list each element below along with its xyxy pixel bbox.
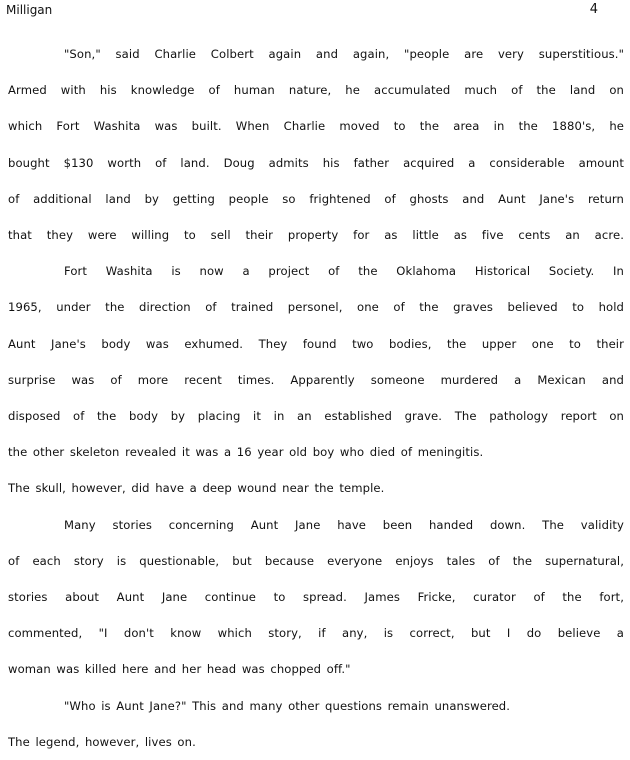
text-line: of each story is questionable, but because everyone enjoys tales of the supernatural, [8,553,624,568]
text-line: surprise was of more recent times. Apparently someone murdered a Mexican and [8,372,624,387]
text-line: woman was killed here and her head was chopped off." [8,662,351,677]
text-line: Aunt Jane's body was exhumed. They found two bodies, the upper one to their [8,336,624,351]
text-line: the other skeleton revealed it was a 16 year old boy who died of meningitis. [8,445,484,460]
text-line: Fort Washita is now a project of the Oklahoma Historical Society. In [64,264,624,279]
text-line: 1965, under the direction of trained personel, one of the graves believed to hold [8,300,624,315]
text-line: of additional land by getting people so frightened of ghosts and Aunt Jane's return [8,191,624,206]
text-line: "Son," said Charlie Colbert again and again, "people are very superstitious." [64,47,624,61]
text-line: stories about Aunt Jane continue to spread. James Fricke, curator of the fort, [8,590,624,605]
text-line: disposed of the body by placing it in an established grave. The pathology report on [8,409,624,424]
text-line: Armed with his knowledge of human nature, he accumulated much of the land on [8,83,624,98]
page-number: 4 [589,2,598,17]
text-line: which Fort Washita was built. When Charlie moved to the area in the 1880's, he [8,119,624,134]
text-line: The legend, however, lives on. [8,734,196,749]
text-line: The skull, however, did have a deep wound near the temple. [8,481,385,496]
text-line: bought $130 worth of land. Doug admits his father acquired a considerable amount [8,155,624,170]
running-header-author: Milligan [6,3,53,17]
body-text [8,36,624,760]
text-line: commented, "I don't know which story, if any, is correct, but I do believe a [8,626,624,641]
text-line: "Who is Aunt Jane?" This and many other questions remain unanswered. [64,698,511,713]
text-line: that they were willing to sell their property for as little as five cents an acre. [8,228,624,243]
text-line: Many stories concerning Aunt Jane have been handed down. The validity [64,517,624,532]
